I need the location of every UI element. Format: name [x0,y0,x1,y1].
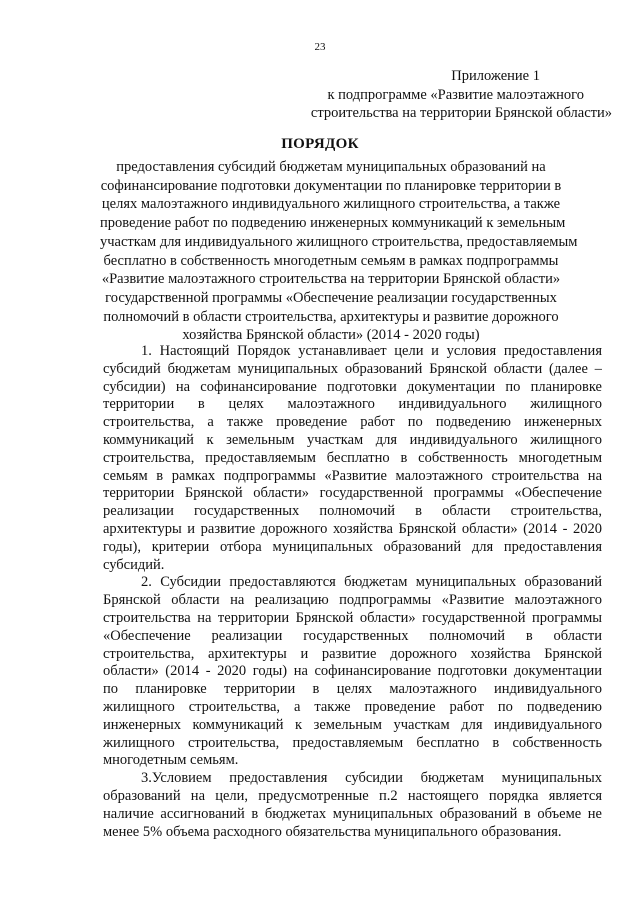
paragraph-line: семьям в рамках подпрограммы «Развитие малоэтажного строительства на [103,467,602,484]
paragraph-line: субсидий бюджетам муниципальных образований Брянской области (далее – [103,360,602,377]
page-number: 23 [314,41,326,53]
paragraph-line: образований на цели, предусмотренные п.2 настоящего порядка является [103,787,602,804]
paragraph-line: жилищного строительства, а также проведение работ по подведению [103,698,602,715]
paragraph-line: Брянской области на реализацию подпрограммы «Развитие малоэтажного [103,592,602,609]
appendix-subprogram-line: к подпрограмме «Развитие малоэтажного [327,86,584,103]
paragraph-3 [103,770,602,841]
paragraph-line: «Обеспечение реализации государственных полномочий в области [103,627,602,644]
paragraph-line: субсидии) на софинансирование подготовки документации по планировке [103,378,602,395]
subtitle-line: участкам для индивидуального жилищного строительства, предоставляемым [100,233,578,250]
paragraph-line: строительства, архитектуры и развитие дорожного хозяйства Брянской [103,645,602,662]
paragraph-line: области» (2014 - 2020 годы) на софинансирование подготовки документации [103,663,602,680]
paragraph-line: 2. Субсидии предоставляются бюджетам муниципальных образований [141,574,602,591]
paragraph-line: реализации государственных полномочий в области строительства, [103,503,602,520]
appendix-header [252,67,612,123]
subtitle-line: бесплатно в собственность многодетным семьям в рамках подпрограммы [103,252,559,269]
paragraph-line: территории Брянской области» государственной программы «Обеспечение [103,485,602,502]
paragraph-line: по планировке территории в целях малоэтажного индивидуального [103,681,602,698]
paragraph-line: коммуникаций к земельным участкам для индивидуального жилищного [103,431,602,448]
subtitle-line: государственной программы «Обеспечение реализации государственных [105,289,557,306]
paragraph-line: 1. Настоящий Порядок устанавливает цели и условия предоставления [141,343,602,359]
paragraph-line: годы), критерии отбора муниципальных образований для предоставления [103,538,602,555]
appendix-subprogram-line: строительства на территории Брянской области» [310,105,612,121]
subtitle-line: софинансирование подготовки документации по планировке территории в [100,177,562,194]
paragraph-2 [103,574,602,770]
subtitle-line: «Развитие малоэтажного строительства на территории Брянской области» [101,271,561,288]
subtitle-line: целях малоэтажного индивидуального жилищного строительства, а также [101,196,561,213]
subtitle-line: полномочий в области строительства, архитектуры и развитие дорожного [103,308,559,325]
subtitle-line: проведение работ по подведению инженерных коммуникаций к земельным [100,215,566,232]
document-body [103,343,602,841]
paragraph-line: территории в целях малоэтажного индивидуального жилищного [103,396,602,413]
paragraph-line: строительства, предоставляемым бесплатно в собственность многодетным [103,449,602,466]
paragraph-line: многодетным семьям. [103,752,239,769]
subtitle-line: предоставления субсидий бюджетам муниципальных образований на [116,159,546,175]
paragraph-line: субсидий. [103,556,165,573]
paragraph-line: наличие ассигнований в бюджетах муниципальных образований в объеме не [103,805,602,822]
document-subtitle [100,158,578,345]
paragraph-line: архитектуры и развитие дорожного хозяйства Брянской области» (2014 - 2020 [103,520,602,537]
paragraph-1 [103,343,602,574]
appendix-label: Приложение 1 [451,68,540,84]
subtitle-line: хозяйства Брянской области» (2014 - 2020 годы) [182,327,480,344]
paragraph-line: строительства, а также проведение работ по подведению инженерных [103,414,602,431]
paragraph-line: инженерных коммуникаций к земельным участкам для индивидуального [103,716,602,733]
paragraph-line: 3.Условием предоставления субсидии бюджетам муниципальных [141,770,602,787]
paragraph-line: строительства на территории Брянской области» государственной программы [103,609,602,626]
paragraph-line: жилищного строительства, предоставляемым бесплатно в собственность [103,734,602,751]
paragraph-line: менее 5% объема расходного обязательства муниципального образования. [103,823,562,840]
document-title: ПОРЯДОК [281,136,359,152]
